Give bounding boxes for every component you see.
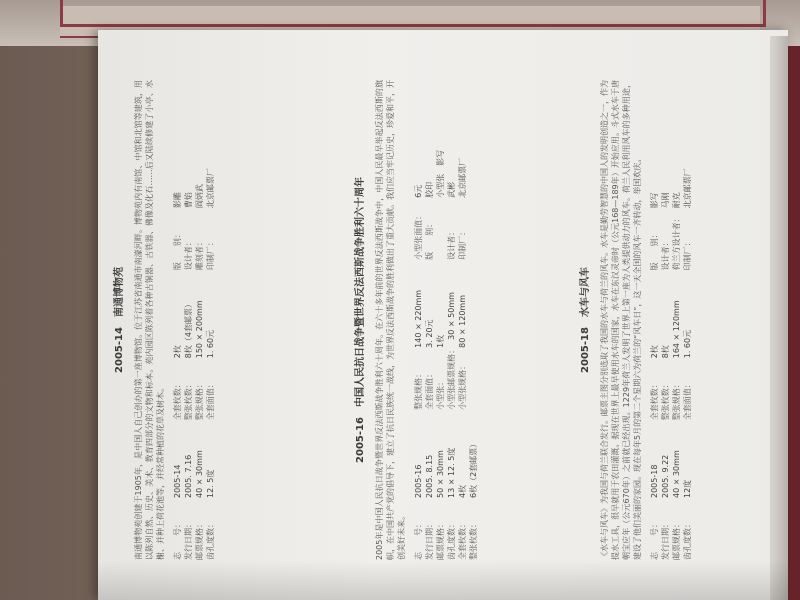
spec-row: [424, 290, 435, 410]
spec-value: 150 × 200mm: [195, 300, 204, 359]
spec-row: [649, 300, 660, 420]
page-content: [110, 50, 760, 590]
spec-column-middle: [413, 290, 479, 410]
spec-value: 2005. 8.15: [425, 454, 434, 498]
spec-column-middle: [649, 300, 693, 420]
spec-row: [660, 168, 671, 270]
spec-value: 4枚: [458, 484, 467, 498]
spec-value: 30 × 50mm: [447, 292, 456, 340]
page-shadow: [98, 560, 788, 600]
spec-column-left: [413, 440, 479, 560]
spec-label: 整张枚数：: [184, 380, 193, 421]
spec-row: [172, 168, 183, 270]
spec-value: 曹焰: [184, 192, 193, 209]
spec-value: 2005. 7.16: [184, 454, 193, 498]
spec-label: 整张规格：: [414, 369, 423, 410]
spec-value: 2005-16: [414, 464, 423, 498]
spec-value: 13 × 12. 5度: [447, 447, 456, 498]
spec-label: 志 号：: [414, 520, 423, 560]
spec-value: 2枚: [173, 345, 182, 359]
spec-row: [413, 440, 424, 560]
spec-value: 40 × 30mm: [672, 450, 681, 498]
spec-row: [457, 290, 468, 410]
spec-label: 印制厂：: [206, 238, 215, 271]
spec-value: 40 × 30mm: [195, 450, 204, 498]
spec-value: 马刚: [661, 192, 670, 209]
stamp-title: 2005-18 水车与风车: [580, 267, 591, 373]
stamp-specs: [649, 80, 693, 560]
spec-column-right: [649, 168, 693, 270]
spec-row: [457, 150, 468, 260]
spec-column-left: [649, 450, 693, 560]
spec-value: 影雕: [173, 192, 182, 209]
spec-label: 邮票规格：: [436, 520, 445, 560]
stamp-entry-2005-18: [580, 80, 750, 560]
spec-row: [468, 440, 479, 560]
spec-label: 邮票规格：: [672, 520, 681, 560]
spec-label: 志 号：: [173, 520, 182, 560]
spec-value: 6元: [414, 184, 423, 198]
spec-value: 12度: [683, 479, 692, 498]
stamp-entry-2005-14: [114, 80, 344, 560]
spec-label: 设计者：: [447, 227, 456, 260]
page-edge: [770, 36, 788, 600]
spec-row: [435, 290, 446, 410]
spec-row: [413, 150, 424, 260]
spec-value: 164 × 120mm: [672, 300, 681, 359]
spec-column-middle: [172, 300, 216, 420]
spec-row: [424, 440, 435, 560]
spec-label: 雕刻者：: [195, 238, 204, 271]
spec-row: [671, 168, 682, 270]
spec-label: 整张枚数：: [661, 380, 670, 421]
spec-value: 1. 60元: [683, 329, 692, 359]
spec-label: 版 别：: [425, 219, 434, 260]
spec-value: 3. 20元: [425, 319, 434, 348]
spec-label: 全套枚数：: [458, 520, 467, 560]
stamp-description: 《水车与风车》为我国与荷兰联合发行。邮票主图分别选取了我国的水车与荷兰的风车。水车是勤劳智慧的中国人的发明创造之一，作为提水工具，很早就用于农田灌溉。据现在世界上最早使用水车的国家，水车在东汉灵帝时（公元168—189年）开始应用。斗式水车于唐朝宝应年（公元670年）之前就已经出现。1229年荷兰人发明了世界上第一座为人类提供动力的风车。荷兰人民利用风车的多种用途，建设了他们美丽的家园。现在每年5月的第二个星期六为荷兰的“风车日”，这一天全国的风车一齐转动，举国欢庆。: [600, 80, 642, 560]
spec-label: 全套面值：: [425, 369, 434, 410]
spec-row: [682, 450, 693, 560]
spec-label: 印制厂：: [683, 238, 692, 271]
spec-row: [435, 440, 446, 560]
stamp-description: 南通博物苑创建于1905年，是中国人自己创办的第一座博物馆。位于江苏省南通市南濠河畔。博物苑内有南馆、中馆和北馆等建筑，用以陈列自然、历史、美术、教育四部分的文物和标本。苑内园区陈列着各种古铜器、古铁器、佛像及化石……后又陆续修建了小亭、水榭、并种上荷花池等，并经常种植的花草及树木。: [134, 80, 165, 560]
spec-label: 齿孔度数：: [206, 520, 215, 560]
spec-label: 小型张面值：: [414, 211, 423, 260]
spec-value: 8枚（4套邮票）: [184, 300, 193, 359]
spec-value: 武彬: [447, 181, 456, 198]
spec-row: [649, 168, 660, 270]
spec-label: 小型张规格：: [458, 361, 467, 410]
stamp-title: 2005-16 中国人民抗日战争暨世界反法西斯战争胜利六十周年: [355, 177, 366, 463]
spec-label: 齿孔度数：: [447, 520, 456, 560]
spec-row: [446, 440, 457, 560]
spec-label: 小型张：: [436, 377, 445, 410]
stamp-specs: [413, 80, 479, 560]
spec-label: 印制厂：: [458, 227, 467, 260]
spec-row: [172, 300, 183, 420]
spec-row: [205, 300, 216, 420]
spec-label: 齿孔度数：: [683, 520, 692, 560]
spec-row: [194, 450, 205, 560]
spec-label: 设计者：: [661, 238, 670, 271]
spec-label: 设计者：: [184, 238, 193, 271]
stamp-title: 2005-14 南通博物苑: [114, 267, 125, 373]
spec-row: [671, 450, 682, 560]
spec-label: 全套枚数：: [650, 380, 659, 421]
spec-row: [435, 150, 446, 260]
spec-value: 耐克: [672, 192, 681, 209]
spec-value: 北京邮票厂: [458, 157, 467, 198]
spec-row: [172, 450, 183, 560]
spec-label: 全套面值：: [683, 380, 692, 421]
spec-row: [205, 168, 216, 270]
spec-value: 50 × 30mm: [436, 450, 445, 498]
spec-value: 6枚（2套邮票）: [469, 439, 478, 498]
stamp-entry-2005-16: [355, 80, 565, 560]
spec-row: [194, 300, 205, 420]
spec-value: 胶印: [425, 181, 434, 198]
spec-row: [682, 300, 693, 420]
spec-column-right: [413, 150, 479, 260]
spec-label: 发行日期：: [425, 520, 434, 560]
spec-label: 发行日期：: [184, 520, 193, 560]
spec-value: 北京邮票厂: [206, 168, 215, 209]
spec-row: [194, 168, 205, 270]
frame-border: [60, 0, 766, 27]
spec-row: [649, 450, 660, 560]
spec-value: 140 × 220mm: [414, 289, 423, 348]
spec-column-left: [172, 450, 216, 560]
spec-label: 整张规格：: [672, 380, 681, 421]
spec-value: 2005-14: [173, 464, 182, 498]
spec-label: 版 别：: [173, 230, 182, 271]
spec-value: 小型张 影写: [436, 149, 445, 198]
spec-row: [682, 168, 693, 270]
spec-label: 发行日期：: [661, 520, 670, 560]
spec-label: 版 别：: [650, 230, 659, 271]
rotated-text-area: [110, 50, 760, 590]
spec-row: [446, 150, 457, 260]
spec-label: 志 号：: [650, 520, 659, 560]
spec-label: 全套面值：: [206, 380, 215, 421]
stamp-specs: [172, 80, 216, 560]
stamp-description: 2005年是中国人民抗日战争暨世界反法西斯战争胜利六十周年。在六十多年前的世界反法西斯战争中，中国人民最早举起反法西斯的旗帜，在中国共产党的倡导下，建立了抗日民族统一战线，为世界反法西斯战争的胜利做出了重大贡献。我们应当牢记历史，珍爱和平，开创美好未来。: [375, 80, 406, 560]
spec-value: 12. 5度: [206, 469, 215, 498]
spec-value: 8枚: [661, 345, 670, 359]
spec-label: [435, 204, 446, 260]
spec-row: [446, 290, 457, 410]
spec-value: 影写: [650, 192, 659, 209]
spec-label: 邮票规格：: [195, 520, 204, 560]
spec-row: [660, 450, 671, 560]
spec-label: 全套枚数：: [173, 380, 182, 421]
spec-label: 整张规格：: [195, 380, 204, 421]
spec-value: 1枚: [436, 334, 445, 348]
spec-row: [183, 300, 194, 420]
spec-value: 1. 60元: [206, 329, 215, 359]
spec-label: 整张枚数：: [469, 520, 478, 560]
spec-row: [413, 290, 424, 410]
spec-value: 2枚: [650, 345, 659, 359]
spec-label: 小型张邮票规格：: [447, 345, 456, 410]
spec-row: [671, 300, 682, 420]
spec-label: 荷兰方设计者：: [672, 214, 681, 271]
spec-row: [183, 450, 194, 560]
spec-value: 北京邮票厂: [683, 168, 692, 209]
spec-value: 2005. 9.22: [661, 454, 670, 498]
spec-row: [205, 450, 216, 560]
spec-value: 80 × 120mm: [458, 294, 467, 348]
spec-row: [424, 150, 435, 260]
spec-value: 2005-18: [650, 464, 659, 498]
spec-value: 阎炳武: [195, 184, 204, 209]
spec-row: [183, 168, 194, 270]
spec-row: [457, 440, 468, 560]
spec-column-right: [172, 168, 216, 270]
spec-row: [660, 300, 671, 420]
